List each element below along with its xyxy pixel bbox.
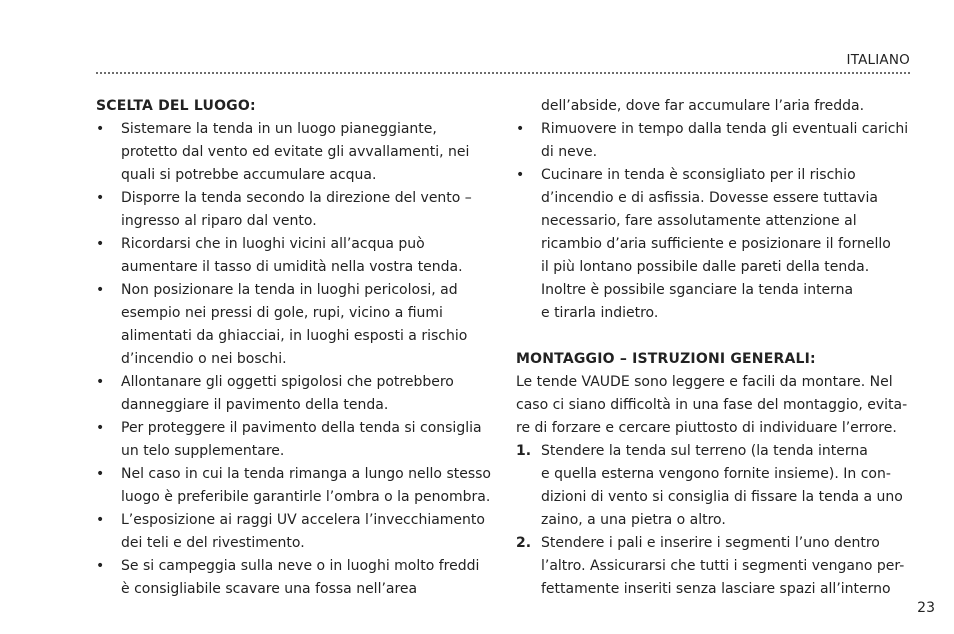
list-item-text: Sistemare la tenda in un luogo pianeggiante, protetto dal vento ed evitate gli avvallamenti, nei quali si potrebbe accumulare acqua. [121, 121, 470, 183]
step-text: Stendere la tenda sul terreno (la tenda interna e quella esterna vengono fornite insieme). In con- dizioni di vento si consiglia di fissare la tenda a uno zaino, a una pietra o altro. [541, 443, 903, 528]
list-item-text: Per proteggere il pavimento della tenda si consiglia un telo supplementare. [121, 420, 482, 459]
list-item [96, 233, 496, 279]
bullet-icon: • [96, 374, 105, 390]
step-number: 1. [516, 443, 532, 459]
assembly-steps-list [516, 440, 916, 601]
bullet-icon: • [96, 420, 105, 436]
site-selection-list [96, 118, 496, 601]
list-item [96, 187, 496, 233]
list-item-text: L’esposizione ai raggi UV accelera l’invecchiamento dei teli e del rivestimento. [121, 512, 485, 551]
list-item [516, 164, 916, 325]
bullet-icon: • [96, 512, 105, 528]
list-item [96, 371, 496, 417]
dotted-divider [96, 72, 910, 74]
list-item [516, 118, 916, 164]
section-heading-assembly: MONTAGGIO – ISTRUZIONI GENERALI: [516, 351, 816, 367]
numbered-step [516, 532, 916, 601]
step-text: Stendere i pali e inserire i segmenti l’uno dentro l’altro. Assicurarsi che tutti i segmenti vengano per- fettamente inseriti senza lasciare spazi all’interno [541, 535, 905, 597]
list-item-text: Non posizionare la tenda in luoghi pericolosi, ad esempio nei pressi di gole, rupi, vicino a fiumi alimentati da ghiacciai, in luoghi esposti a rischio d’incendio o nei boschi. [121, 282, 468, 367]
step-number: 2. [516, 535, 532, 551]
site-selection-list-continued [516, 118, 916, 325]
bullet-icon: • [96, 558, 105, 574]
numbered-step [516, 440, 916, 532]
list-item-text: Disporre la tenda secondo la direzione del vento – ingresso al riparo dal vento. [121, 190, 472, 229]
bullet-icon: • [96, 121, 105, 137]
page-number: 23 [917, 600, 935, 616]
list-item [96, 509, 496, 555]
assembly-intro-paragraph: Le tende VAUDE sono leggere e facili da montare. Nel caso ci siano difficoltà in una fase del montaggio, evita- re di forzare e cercare piuttosto di individuare l’errore. [516, 374, 908, 436]
bullet-icon: • [516, 121, 525, 137]
list-item-text: Ricordarsi che in luoghi vicini all’acqua può aumentare il tasso di umidità nella vostra tenda. [121, 236, 463, 275]
list-item-continuation: dell’abside, dove far accumulare l’aria fredda. [541, 98, 865, 114]
bullet-icon: • [96, 282, 105, 298]
bullet-icon: • [96, 236, 105, 252]
spacer [516, 325, 916, 348]
language-label: ITALIANO [846, 52, 910, 68]
list-item [96, 463, 496, 509]
list-item-text: Nel caso in cui la tenda rimanga a lungo nello stesso luogo è preferibile garantirle l’ombra o la penombra. [121, 466, 491, 505]
list-item [96, 118, 496, 187]
list-item-text: Allontanare gli oggetti spigolosi che potrebbero danneggiare il pavimento della tenda. [121, 374, 454, 413]
list-item-text: Se si campeggia sulla neve o in luoghi molto freddi è consigliabile scavare una fossa nell’area [121, 558, 480, 597]
list-item [96, 417, 496, 463]
list-item-text: Rimuovere in tempo dalla tenda gli eventuali carichi di neve. [541, 121, 909, 160]
left-column [96, 95, 496, 601]
section-heading-site-selection: SCELTA DEL LUOGO: [96, 98, 256, 114]
list-item [96, 555, 496, 601]
list-item [96, 279, 496, 371]
list-item-text: Cucinare in tenda è sconsigliato per il rischio d’incendio e di asfissia. Dovesse essere tuttavia necessario, fare assolutamente attenzione al ricambio d’aria sufficiente e posizionare il fornello il più lontano possibile dalle pareti della tenda. Inoltre è possibile sganciare la tenda interna e tirarla indietro. [541, 167, 891, 321]
right-column [516, 95, 916, 601]
bullet-icon: • [516, 167, 525, 183]
bullet-icon: • [96, 466, 105, 482]
bullet-icon: • [96, 190, 105, 206]
